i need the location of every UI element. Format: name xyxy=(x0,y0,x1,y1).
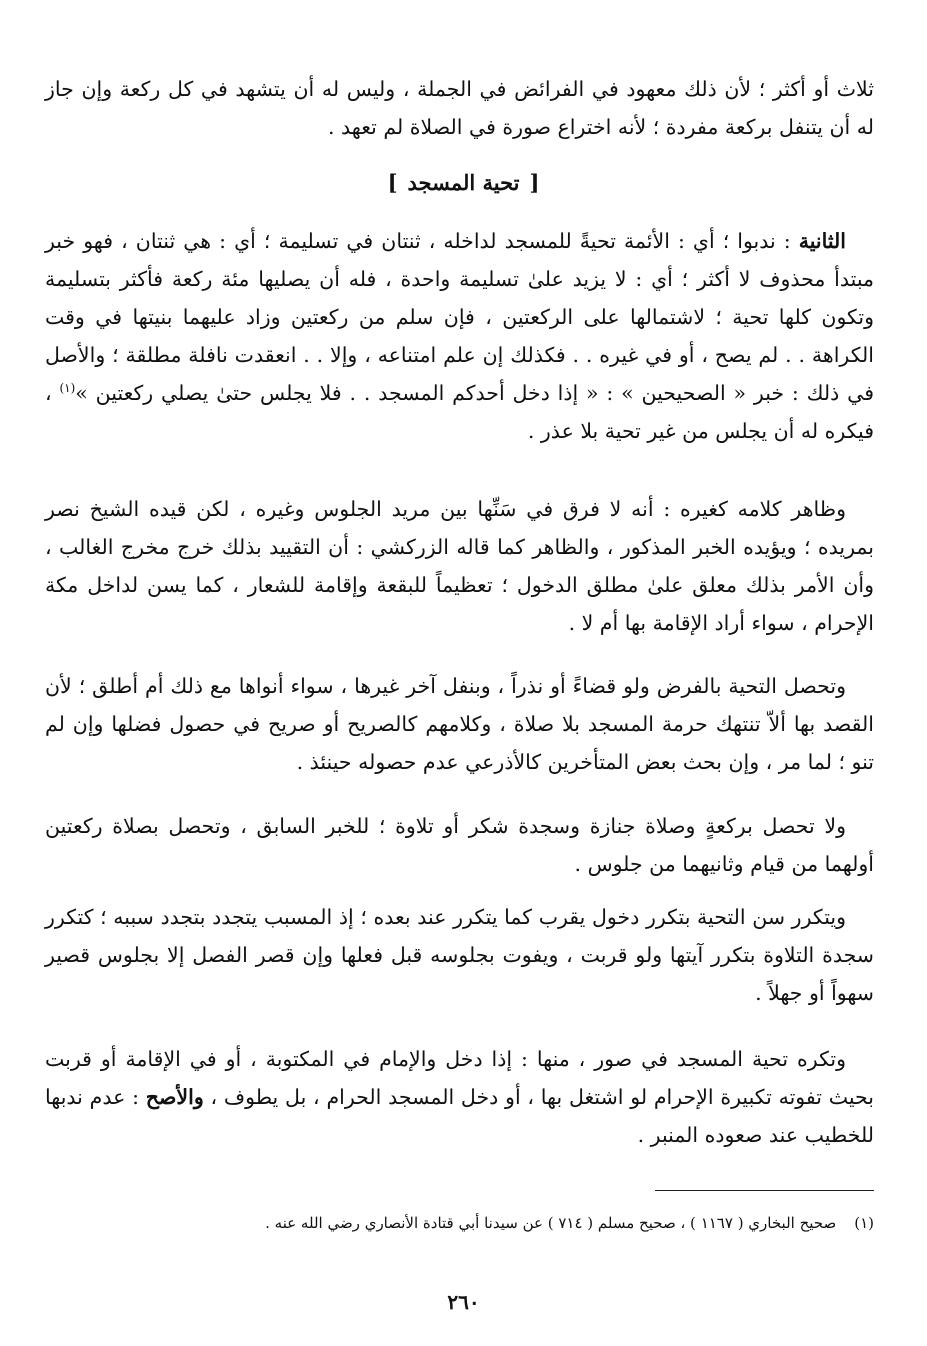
paragraph-text: وتكره تحية المسجد في صور ، منها : إذا دخل والإمام في المكتوبة ، أو في الإقامة أو قربت بحيث تفوته تكبيرة الإحرام لو اشتغل بها ، أو دخل المسجد الحرام ، بل يطوف ، والأصح : عدم ندبها للخطيب عند صعوده المنبر . xyxy=(45,1047,874,1147)
paragraph-text: ولا تحصل بركعةٍ وصلاة جنازة وسجدة شكر أو تلاوة ؛ للخبر السابق ، وتحصل بصلاة ركعتين أولهما من قيام وثانيهما من جلوس . xyxy=(45,814,874,876)
paragraph-3 xyxy=(45,667,874,781)
paragraph-4 xyxy=(45,807,874,883)
paragraph-text: وظاهر كلامه كغيره : أنه لا فرق في سَنِّها بين مريد الجلوس وغيره ، لكن قيده الشيخ نصر بمريده ؛ ويؤيده الخبر المذكور ، والظاهر كما قاله الزركشي : أن التقييد بذلك خرج مخرج الغالب ، وأن الأمر بذلك معلق علىٰ مطلق الدخول ؛ تعظيماً للبقعة وإقامة للشعار ، كما يسن لداخل مكة الإحرام ، سواء أراد الإقامة بها أم لا . xyxy=(45,497,874,635)
footnote-divider xyxy=(655,1190,874,1191)
footnote-text: صحيح البخاري ( ١١٦٧ ) ، صحيح مسلم ( ٧١٤ ) عن سيدنا أبي قتادة الأنصاري رضي الله عنه . xyxy=(265,1214,837,1232)
section-heading xyxy=(0,170,927,195)
paragraph-text: ويتكرر سن التحية بتكرر دخول يقرب كما يتكرر عند بعده ؛ إذ المسبب يتجدد بتجدد سببه ؛ كتكرر سجدة التلاوة بتكرر آيتها ولو قربت ، ويفوت بجلوسه قبل فعلها وإن قصر الفصل إلا بجلوس قصير سهواً أو جهلاً . xyxy=(45,905,874,1005)
paragraph-text: الثانية : ندبوا ؛ أي : الأئمة تحيةً للمسجد لداخله ، ثنتان في تسليمة ؛ أي : هي ثنتان ، فهو خبر مبتدأ محذوف لا أكثر ؛ أي : لا يزيد علىٰ تسليمة واحدة ، فله أن يصليها مئة ركعة فأكثر بتسليمة وتكون كلها تحية ؛ لاشتمالها على الركعتين ، فإن سلم من ركعتين وزاد عليهما بنيتها في وقت الكراهة . . لم يصح ، أو في غيره . . فكذلك إن علم امتناعه ، وإلا . . انعقدت نافلة مطلقة ؛ والأصل في ذلك : خبر « الصحيحين » : « إذا دخل أحدكم المسجد . . فلا يجلس حتىٰ يصلي ركعتين »$^{(١)}$ ، فيكره له أن يجلس من غير تحية بلا عذر . xyxy=(45,229,874,443)
footnote xyxy=(45,1210,874,1236)
paragraph-text: ثلاث أو أكثر ؛ لأن ذلك معهود في الفرائض في الجملة ، وليس له أن يتشهد في كل ركعة وإن جاز له أن يتنفل بركعة مفردة ؛ لأنه اختراع صورة في الصلاة لم تعهد . xyxy=(45,77,874,139)
paragraph-6 xyxy=(45,1040,874,1154)
heading-title: تحية المسجد xyxy=(407,170,520,195)
heading-close-bracket: ] xyxy=(387,170,398,195)
top-paragraph xyxy=(45,70,874,146)
paragraph-1 xyxy=(45,222,874,450)
page-number: ٢٦٠ xyxy=(447,1290,480,1314)
paragraph-lead: الثانية xyxy=(798,229,846,253)
paragraph-2 xyxy=(45,490,874,642)
paragraph-text: وتحصل التحية بالفرض ولو قضاءً أو نذراً ، وبنفل آخر غيرها ، سواء أنواها مع ذلك أم أطلق ؛ لأن القصد بها ألاّ تنتهك حرمة المسجد بلا صلاة ، وكلامهم كالصريح أو صريح في حصول فضلها وإن لم تنو ؛ لما مر ، وإن بحث بعض المتأخرين كالأذرعي عدم حصوله حينئذ . xyxy=(45,674,874,774)
footnote-number: (١) xyxy=(854,1214,874,1232)
footnote-ref: (١) xyxy=(59,381,76,396)
paragraph-5 xyxy=(45,898,874,1012)
heading-open-bracket: [ xyxy=(529,170,540,195)
bold-term: والأصح xyxy=(145,1085,204,1109)
